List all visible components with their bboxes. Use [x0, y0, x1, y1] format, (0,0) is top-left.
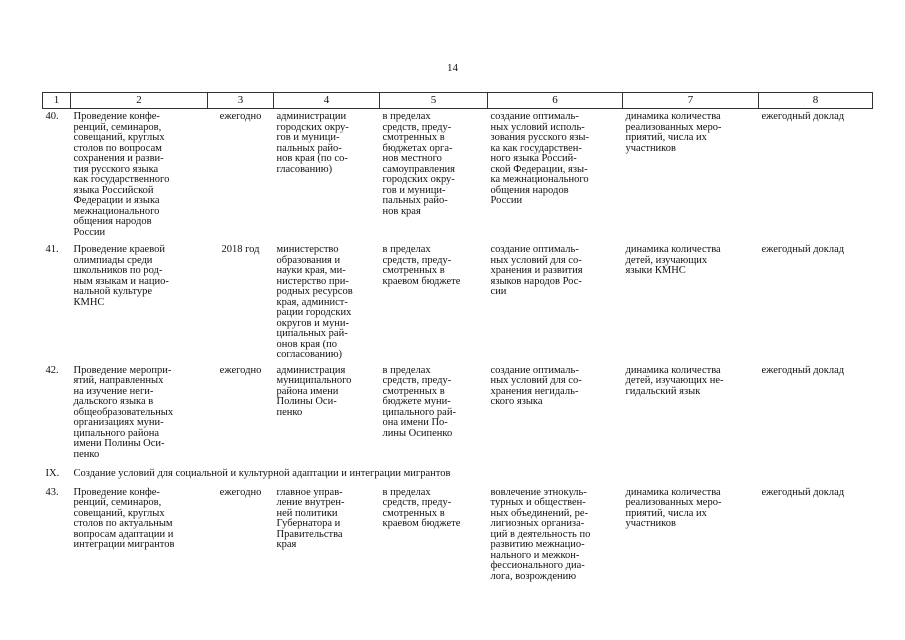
report-cell: ежегодный доклад — [761, 111, 845, 122]
funding-cell: в пределах средств, преду- смотренных в бюджетах орга- нов местного самоуправления городских окру- гов и муници- пальных райо- нов края — [382, 111, 456, 217]
header-col-3: 3 — [208, 93, 274, 109]
table-row — [43, 109, 873, 243]
executor-cell: администрации городских окру- гов и муници- пальных райо- нов края (по со- гласованию) — [276, 111, 349, 175]
funding-cell: в пределах средств, преду- смотренных в бюджете муни- ципального рай- она имени По- лины Осипенко — [382, 364, 456, 439]
report-cell: ежегодный доклад — [761, 364, 845, 376]
page-number: 14 — [447, 62, 458, 74]
funding-cell: в пределах средств, преду- смотренных в краевом бюджете — [382, 244, 461, 287]
header-col-8: 8 — [759, 93, 873, 109]
result-cell: создание оптималь- ных условий для со- хранения негидаль- ского языка — [490, 364, 582, 407]
indicator-cell: динамика количества реализованных меро- приятий, числа их участников — [625, 486, 722, 529]
header-col-5: 5 — [380, 93, 488, 109]
section-row — [43, 465, 873, 485]
measures-table — [42, 92, 873, 584]
header-row — [43, 93, 873, 109]
section-number: IX. — [45, 467, 60, 479]
term-cell: 2018 год — [221, 244, 260, 255]
result-cell: создание оптималь- ных условий для со- хранения и развития языков народов Рос- сии — [490, 244, 583, 297]
event-cell: Проведение конфе- ренций, семинаров, совещаний, круглых столов по вопросам сохранения и разви- тия русского языка как государственного языка Российской Федерации и языка межнационального общения народов России — [73, 111, 170, 238]
header-col-4: 4 — [274, 93, 380, 109]
row-number: 40. — [45, 111, 59, 122]
header-col-7: 7 — [623, 93, 759, 109]
section-title: Создание условий для социальной и культурной адаптации и интеграции мигрантов — [73, 467, 451, 479]
header-col-2: 2 — [71, 93, 208, 109]
executor-cell: администрация муниципального района имени Полины Оси- пенко — [276, 364, 352, 418]
header-col-6: 6 — [488, 93, 623, 109]
row-number: 41. — [45, 244, 59, 255]
report-cell: ежегодный доклад — [761, 486, 845, 498]
row-number: 43. — [45, 486, 59, 498]
result-cell: создание оптималь- ных условий исполь- зования русского язы- ка как государствен- ного языка Россий- ской Федерации, язы- ка межнационального общения народов России — [490, 111, 589, 206]
term-cell: ежегодно — [219, 364, 262, 376]
result-cell: вовлечение этнокуль- турных и обществен- ных объединений, ре- лигиозных организа- ций в деятельность по развитию межнацио- нального и межкон- фессионального диа- лога, возрождению — [490, 486, 591, 582]
table-row — [43, 242, 873, 363]
term-cell: ежегодно — [219, 111, 262, 122]
term-cell: ежегодно — [219, 486, 262, 498]
event-cell: Проведение конфе- ренций, семинаров, совещаний, круглых столов по актуальным вопросам адаптации и интеграции мигрантов — [73, 486, 175, 550]
table-row — [43, 485, 873, 585]
event-cell: Проведение краевой олимпиады среди школьников по род- ным языкам и нацио- нальной культуре КМНС — [73, 244, 169, 308]
indicator-cell: динамика количества реализованных меро- приятий, числа их участников — [625, 111, 722, 154]
funding-cell: в пределах средств, преду- смотренных в краевом бюджете — [382, 486, 461, 529]
header-col-1: 1 — [43, 93, 71, 109]
indicator-cell: динамика количества детей, изучающих не- гидальский язык — [625, 364, 724, 397]
event-cell: Проведение меропри- ятий, направленных на изучение неги- дальского языка в общеобразовательных организациях муни- ципального района имени Полины Оси- пенко — [73, 364, 174, 460]
executor-cell: главное управ- ление внутрен- ней политики Губернатора и Правительства края — [276, 486, 345, 550]
indicator-cell: динамика количества детей, изучающих языки КМНС — [625, 244, 721, 276]
executor-cell: министерство образования и науки края, ми- нистерство при- родных ресурсов края, админист- рации городских округов и муни- ципальных рай- онов края (по согласованию) — [276, 244, 353, 360]
report-cell: ежегодный доклад — [761, 244, 845, 255]
table-row — [43, 363, 873, 465]
row-number: 42. — [45, 364, 59, 376]
